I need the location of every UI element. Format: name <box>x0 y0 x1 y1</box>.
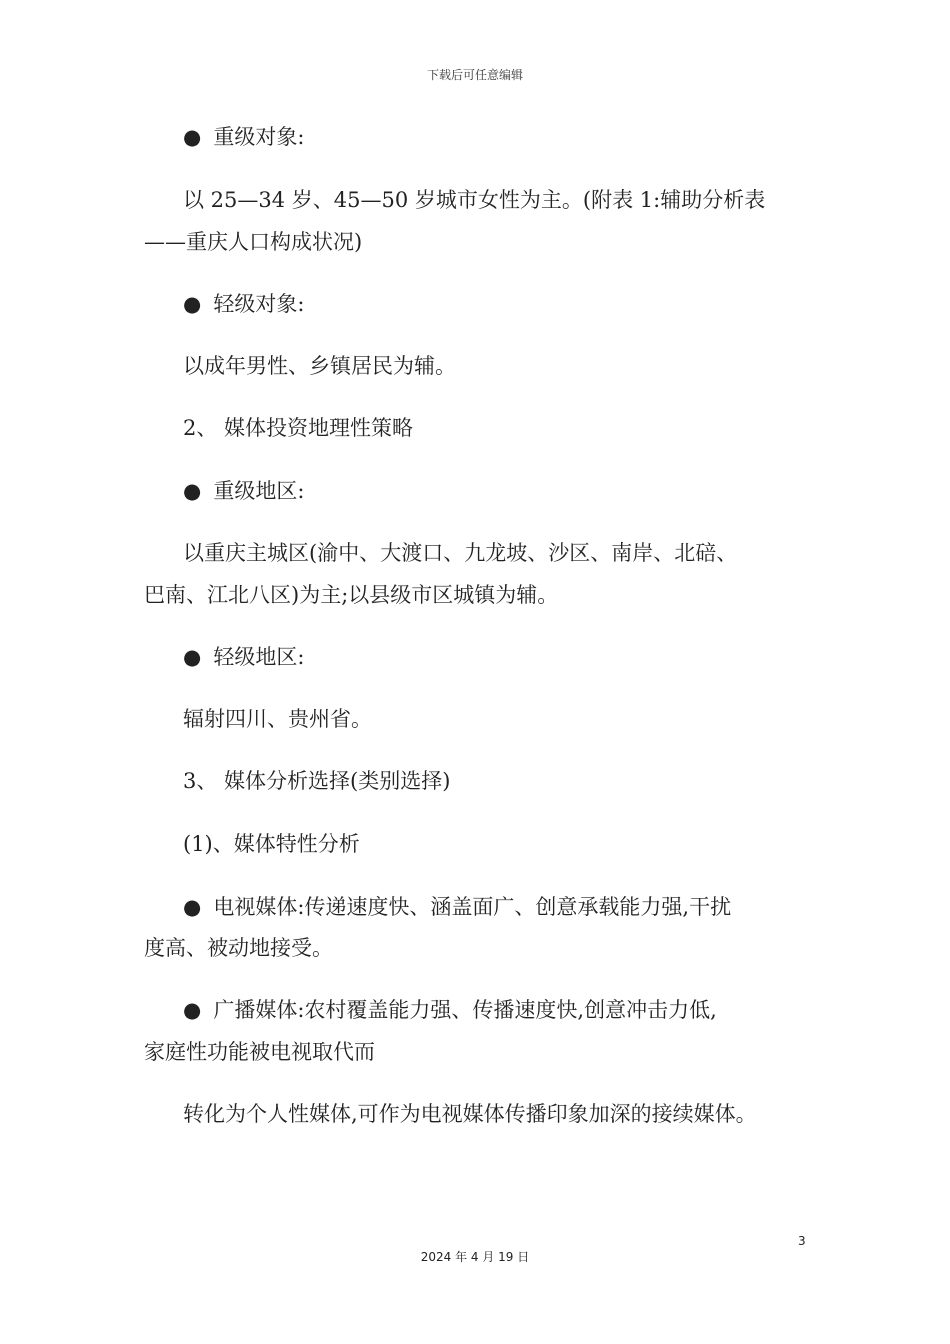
paragraph-line: 转化为个人性媒体,可作为电视媒体传播印象加深的接续媒体。 <box>183 1102 757 1126</box>
paragraph-line: ——重庆人口构成状况) <box>144 230 363 254</box>
bullet-icon: ● <box>183 125 202 149</box>
paragraph-line: 以成年男性、乡镇居民为辅。 <box>183 354 456 378</box>
paragraph-line: 巴南、江北八区)为主;以县级市区城镇为辅。 <box>144 583 559 607</box>
bullet-icon: ● <box>183 998 202 1022</box>
page-header: 下载后可任意编辑 <box>426 68 523 82</box>
bullet-icon: ● <box>183 292 202 316</box>
bullet-item-primary-region <box>183 478 304 504</box>
bullet-item-radio-media <box>183 997 717 1023</box>
bullet-item-secondary-region <box>183 644 304 670</box>
bullet-icon: ● <box>183 895 202 919</box>
section-heading: 3、 媒体分析选择(类别选择) <box>183 769 451 793</box>
footer-date: 2024 年 4 月 19 日 <box>420 1250 530 1264</box>
bullet-item-primary-target <box>183 124 304 150</box>
item-text: 电视媒体:传递速度快、涵盖面广、创意承载能力强,干扰 <box>213 895 732 919</box>
item-text: 广播媒体:农村覆盖能力强、传播速度快,创意冲击力低, <box>213 998 717 1022</box>
bullet-icon: ● <box>183 479 202 503</box>
paragraph-line: 以重庆主城区(渝中、大渡口、九龙坡、沙区、南岸、北碚、 <box>183 541 738 565</box>
paragraph-line: 辐射四川、贵州省。 <box>183 707 372 731</box>
page-number: 3 <box>798 1234 806 1248</box>
paragraph-line: 度高、被动地接受。 <box>144 936 333 960</box>
item-label: 轻级对象: <box>213 292 305 316</box>
item-label: 重级地区: <box>213 479 305 503</box>
paragraph-line: 以 25—34 岁、45—50 岁城市女性为主。(附表 1:辅助分析表 <box>183 188 766 212</box>
section-heading: 2、 媒体投资地理性策略 <box>183 416 414 440</box>
bullet-item-tv-media <box>183 894 731 920</box>
bullet-icon: ● <box>183 645 202 669</box>
paragraph-line: 家庭性功能被电视取代而 <box>144 1040 375 1064</box>
item-label: 轻级地区: <box>213 645 305 669</box>
subsection-heading: (1)、媒体特性分析 <box>183 832 360 856</box>
item-label: 重级对象: <box>213 125 305 149</box>
bullet-item-secondary-target <box>183 291 304 317</box>
